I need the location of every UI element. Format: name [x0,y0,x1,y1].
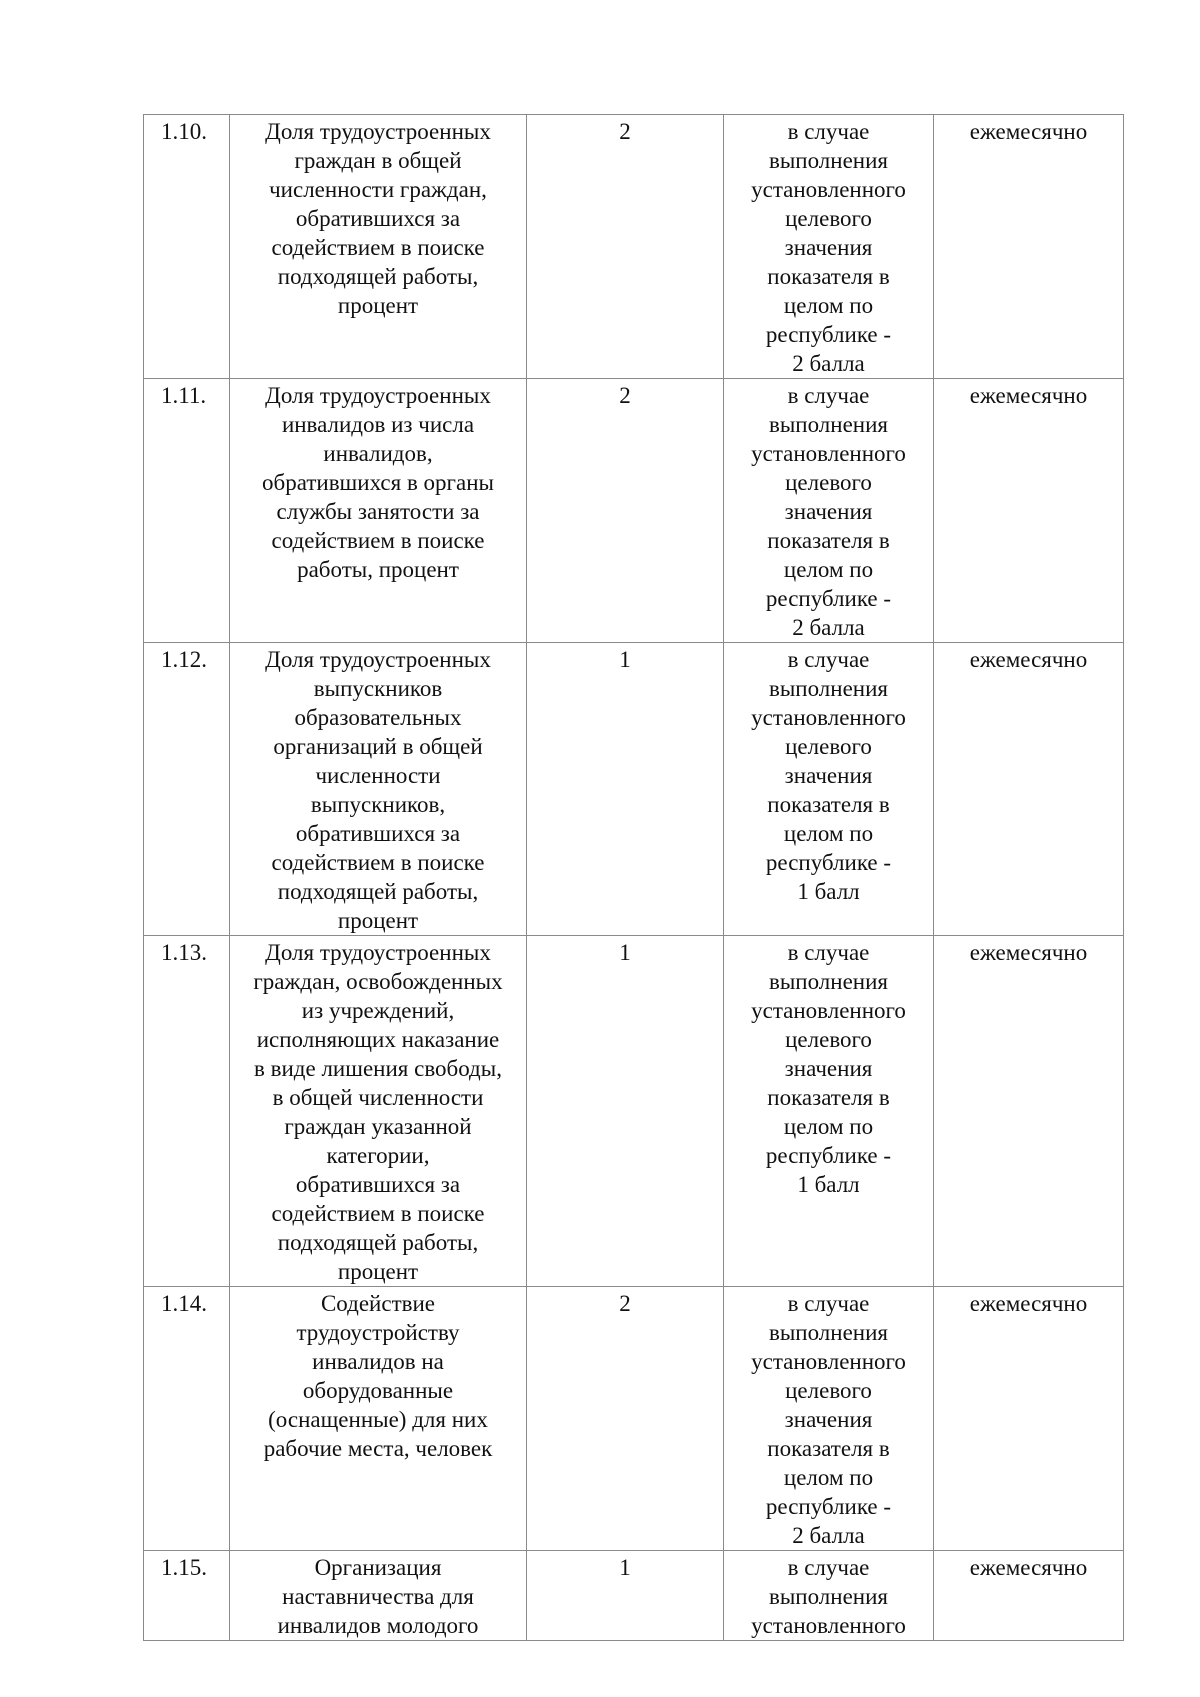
indicator-name-cell: Доля трудоустроенных инвалидов из числа инвалидов, обратившихся в органы службы занятости за содействием в поиске работы, процент [230,379,527,643]
row-number-cell: 1.14. [144,1287,230,1551]
period-cell: ежемесячно [934,643,1124,936]
table-row [144,379,1124,643]
row-number-cell: 1.11. [144,379,230,643]
row-number-cell: 1.12. [144,643,230,936]
score-cell: 2 [527,379,724,643]
score-cell: 2 [527,115,724,379]
condition-cell: в случае выполнения установленного целевого значения показателя в целом по республике - 1 балл [724,643,934,936]
score-cell: 1 [527,643,724,936]
condition-cell: в случае выполнения установленного [724,1551,934,1641]
indicator-name-cell: Доля трудоустроенных граждан в общей численности граждан, обратившихся за содействием в поиске подходящей работы, процент [230,115,527,379]
table-row [144,115,1124,379]
score-cell: 1 [527,936,724,1287]
table-row [144,936,1124,1287]
table-row [144,643,1124,936]
indicator-name-cell: Содействие трудоустройству инвалидов на оборудованные (оснащенные) для них рабочие места, человек [230,1287,527,1551]
indicator-name-cell: Доля трудоустроенных выпускников образовательных организаций в общей численности выпускников, обратившихся за содействием в поиске подходящей работы, процент [230,643,527,936]
score-cell: 2 [527,1287,724,1551]
period-cell: ежемесячно [934,115,1124,379]
period-cell: ежемесячно [934,379,1124,643]
condition-cell: в случае выполнения установленного целевого значения показателя в целом по республике - 2 балла [724,379,934,643]
row-number-cell: 1.15. [144,1551,230,1641]
condition-cell: в случае выполнения установленного целевого значения показателя в целом по республике - 1 балл [724,936,934,1287]
score-cell: 1 [527,1551,724,1641]
indicator-name-cell: Организация наставничества для инвалидов молодого [230,1551,527,1641]
indicator-name-cell: Доля трудоустроенных граждан, освобожденных из учреждений, исполняющих наказание в виде лишения свободы, в общей численности граждан указанной категории, обратившихся за содействием в поиске подходящей работы, процент [230,936,527,1287]
period-cell: ежемесячно [934,1551,1124,1641]
table-row [144,1287,1124,1551]
row-number-cell: 1.13. [144,936,230,1287]
condition-cell: в случае выполнения установленного целевого значения показателя в целом по республике - 2 балла [724,115,934,379]
indicators-table [143,114,1124,1641]
period-cell: ежемесячно [934,936,1124,1287]
table-row [144,1551,1124,1641]
period-cell: ежемесячно [934,1287,1124,1551]
row-number-cell: 1.10. [144,115,230,379]
condition-cell: в случае выполнения установленного целевого значения показателя в целом по республике - 2 балла [724,1287,934,1551]
